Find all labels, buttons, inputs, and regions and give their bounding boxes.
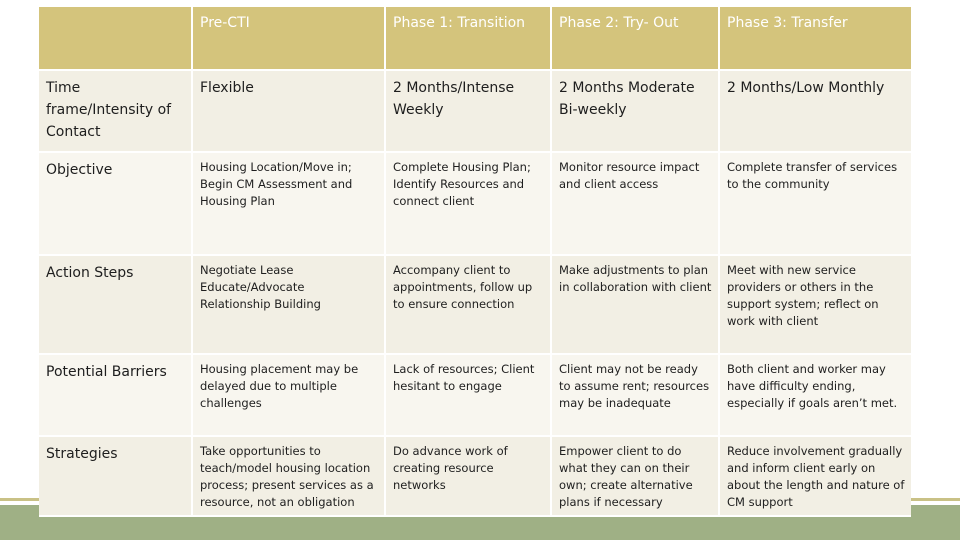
- table-row: [39, 71, 911, 153]
- table-row: [39, 256, 911, 355]
- header-pre-cti: Pre-CTI: [193, 7, 386, 71]
- table-cell: Accompany client to appointments, follow up to ensure connection: [386, 256, 552, 355]
- header-phase-1: Phase 1: Transition: [386, 7, 552, 71]
- table-cell: Housing placement may be delayed due to multiple challenges: [193, 355, 386, 437]
- table-row: [39, 355, 911, 437]
- table-cell: Make adjustments to plan in collaboration with client: [552, 256, 720, 355]
- table-row: [39, 153, 911, 256]
- table-cell: Complete Housing Plan; Identify Resources and connect client: [386, 153, 552, 256]
- table-cell: 2 Months Moderate Bi-weekly: [552, 71, 720, 153]
- row-label-strategies: Strategies: [39, 437, 193, 517]
- table-cell: Housing Location/Move in; Begin CM Assessment and Housing Plan: [193, 153, 386, 256]
- table-cell: Both client and worker may have difficulty ending, especially if goals aren’t met.: [720, 355, 911, 437]
- table-cell: 2 Months/Low Monthly: [720, 71, 911, 153]
- row-label-time-frame: Time frame/Intensity of Contact: [39, 71, 193, 153]
- table-cell: Meet with new service providers or others in the support system; reflect on work with client: [720, 256, 911, 355]
- table-cell: Lack of resources; Client hesitant to engage: [386, 355, 552, 437]
- table-cell: 2 Months/Intense Weekly: [386, 71, 552, 153]
- table-cell: Flexible: [193, 71, 386, 153]
- row-label-potential-barriers: Potential Barriers: [39, 355, 193, 437]
- cti-phases-table: [39, 7, 911, 517]
- table-cell: Client may not be ready to assume rent; resources may be inadequate: [552, 355, 720, 437]
- table-cell: Empower client to do what they can on their own; create alternative plans if necessary: [552, 437, 720, 517]
- table-cell: Monitor resource impact and client access: [552, 153, 720, 256]
- header-phase-2: Phase 2: Try- Out: [552, 7, 720, 71]
- table-cell: Do advance work of creating resource networks: [386, 437, 552, 517]
- table-cell: Take opportunities to teach/model housing location process; present services as a resource, not an obligation: [193, 437, 386, 517]
- table-cell: Complete transfer of services to the community: [720, 153, 911, 256]
- table-cell: Negotiate Lease Educate/Advocate Relationship Building: [193, 256, 386, 355]
- header-phase-3: Phase 3: Transfer: [720, 7, 911, 71]
- header-corner: [39, 7, 193, 71]
- table-row: [39, 437, 911, 517]
- row-label-action-steps: Action Steps: [39, 256, 193, 355]
- row-label-objective: Objective: [39, 153, 193, 256]
- table-cell: Reduce involvement gradually and inform client early on about the length and nature of CM support: [720, 437, 911, 517]
- header-row: [39, 7, 911, 71]
